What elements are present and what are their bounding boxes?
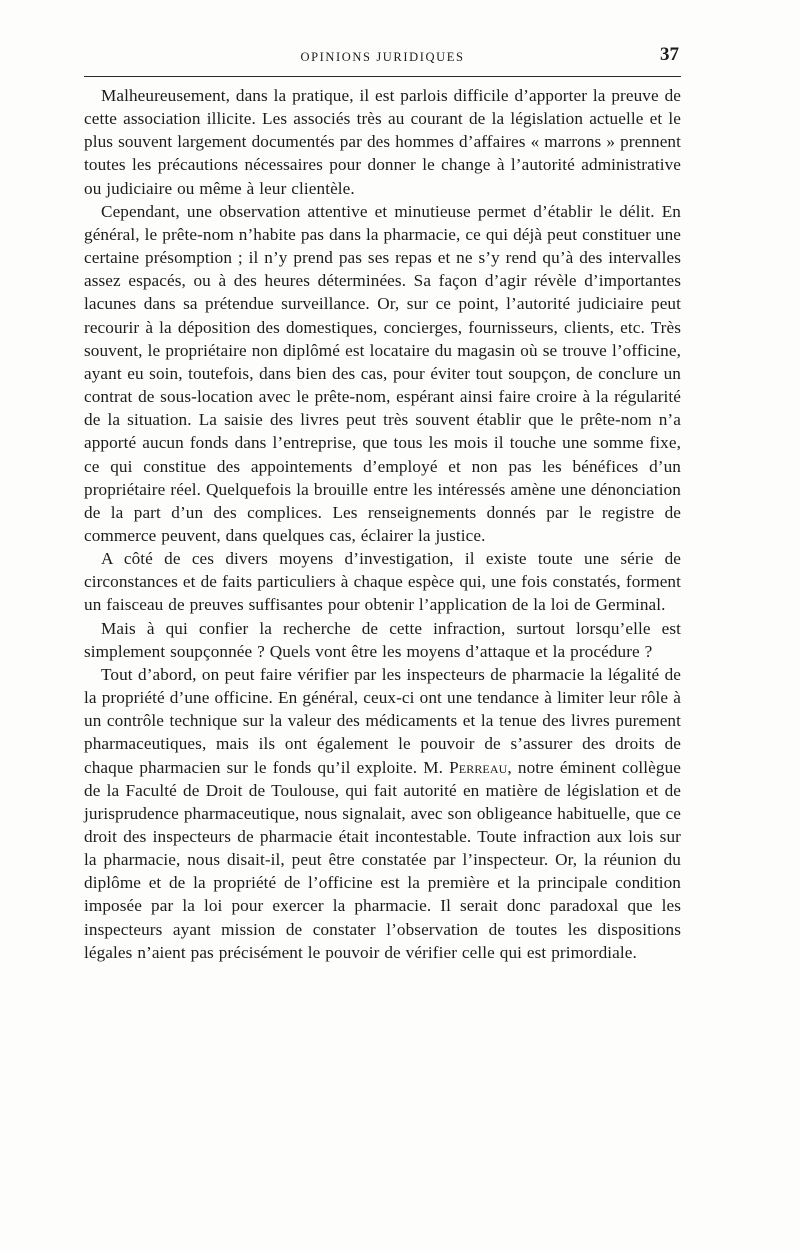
running-head bbox=[84, 42, 681, 72]
page-number: 37 bbox=[660, 44, 679, 65]
running-head-title: OPINIONS JURIDIQUES bbox=[300, 50, 465, 64]
book-page bbox=[84, 42, 681, 964]
header-rule bbox=[84, 76, 681, 77]
body-text bbox=[84, 84, 681, 964]
paragraph-3: A côté de ces divers moyens d’investigation, il existe toute une série de circonstances et de faits particuliers à chaque espèce qui, une fois constatés, forment un faisceau de preuves suffisantes pour obtenir l’application de la loi de Germinal. bbox=[84, 549, 681, 615]
paragraph-5-part-2: , notre éminent collègue de la Faculté de Droit de Toulouse, qui fait autorité en matière de législation et de jurisprudence pharmaceutique, nous signalait, avec son obligeance habituelle, que ce droit des inspecteurs de pharmacie était incontestable. Toute infraction aux lois sur la pharmacie, nous disait-il, peut être constatée par l’inspecteur. Or, la réunion du diplôme et de la propriété de l’officine est la première et la principale condition imposée par la loi pour exercer la pharmacie. Il serait donc paradoxal que les inspecteurs ayant mission de constater l’observation de toutes les dispositions légales n’aient pas précisément le pouvoir de vérifier celle qui est primordiale. bbox=[84, 757, 681, 962]
paragraph-5 bbox=[84, 663, 681, 964]
paragraph-5-part-1: Tout d’abord, on peut faire vérifier par les inspecteurs de pharmacie la légalité de la propriété d’une officine. En général, ceux-ci ont une tendance à limiter leur rôle à un contrôle technique sur la valeur des médicaments et la tenue des livres purement pharmaceutiques, mais ils ont également le pouvoir de s’assurer des droits de chaque pharmacien sur le fonds qu’il exploite. M. bbox=[84, 664, 681, 777]
paragraph-1: Malheureusement, dans la pratique, il est parlois difficile d’apporter la preuve de cette association illicite. Les associés très au courant de la législation actuelle et le plus souvent largement documentés par des hommes d’affaires « marrons » prennent toutes les précautions nécessaires pour donner le change à l’autorité administrative ou judiciaire ou même à leur clientèle. bbox=[84, 86, 681, 198]
author-name: Perreau bbox=[449, 757, 508, 777]
paragraph-4: Mais à qui confier la recherche de cette infraction, surtout lorsqu’elle est simplement soupçonnée ? Quels vont être les moyens d’attaque et la procédure ? bbox=[84, 618, 681, 661]
paragraph-2: Cependant, une observation attentive et minutieuse permet d’établir le délit. En général, le prête-nom n’habite pas dans la pharmacie, ce qui déjà peut constituer une certaine présomption ; il n’y prend pas ses repas et ne s’y rend qu’à des intervalles assez espacés, ou à des heures déterminées. Sa façon d’agir révèle d’importantes lacunes dans sa prétendue surveillance. Or, sur ce point, l’autorité judiciaire peut recourir à la déposition des domestiques, concierges, fournisseurs, clients, etc. Très souvent, le propriétaire non diplômé est locataire du magasin où se trouve l’officine, ayant eu soin, toutefois, dans bien des cas, pour éviter tout soupçon, de conclure un contrat de sous-location avec le prête-nom, espérant ainsi faire croire à la régularité de la situation. La saisie des livres peut très souvent établir que le prête-nom n’a apporté aucun fonds dans l’entreprise, que tous les mois il touche une somme fixe, ce qui constitue des appointements d’employé et non pas les bénéfices d’un propriétaire réel. Quelquefois la brouille entre les intéressés amène une dénonciation de la part d’un des complices. Les renseignements donnés par le registre de commerce peuvent, dans quelques cas, éclairer la justice. bbox=[84, 201, 681, 545]
